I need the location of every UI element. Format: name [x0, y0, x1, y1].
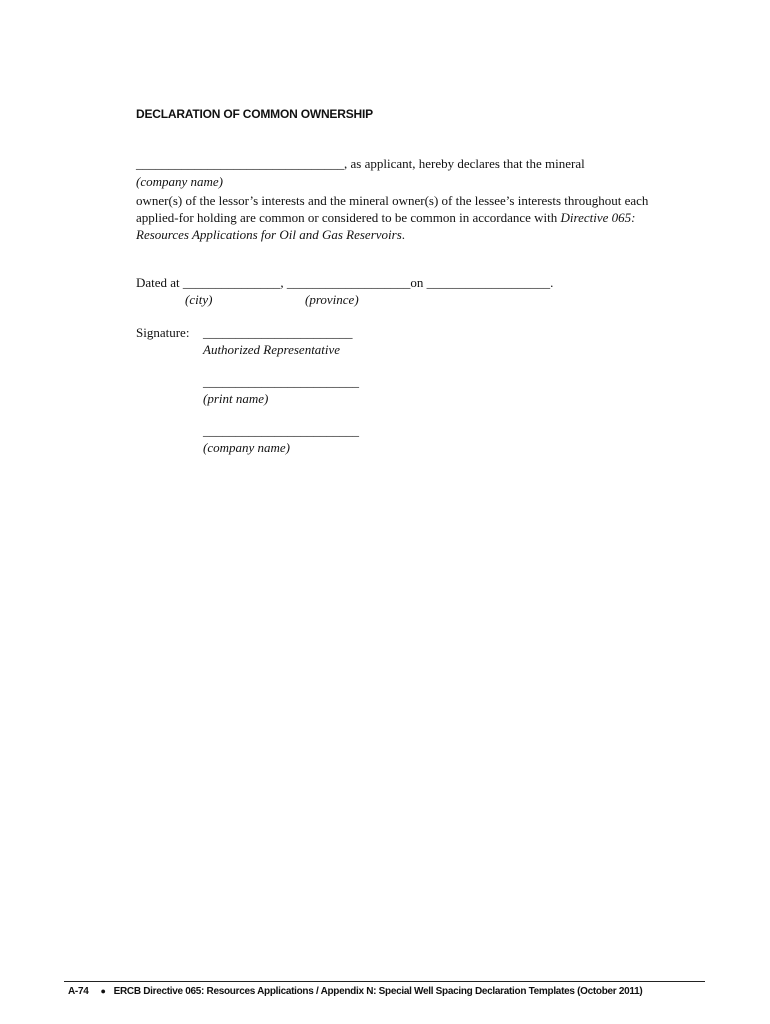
dated-on: on [410, 275, 427, 290]
city-caption: (city) [185, 292, 213, 307]
page-footer [68, 986, 642, 997]
dated-label: Dated at [136, 275, 183, 290]
applicant-line [136, 156, 585, 172]
dated-line [136, 275, 553, 291]
footer-divider [64, 981, 705, 982]
signature-label: Signature: [136, 325, 190, 340]
signature-caption: Authorized Representative [203, 342, 341, 357]
signer-company-caption: (company name) [203, 440, 290, 455]
dated-separator: , [280, 275, 287, 290]
signer-company-blank[interactable]: ________________________ [203, 423, 359, 438]
applicant-line-text: , as applicant, hereby declares that the mineral [344, 156, 585, 171]
province-blank[interactable]: ___________________ [286, 275, 411, 290]
bullet-icon: ● [100, 986, 106, 996]
dated-end: . [550, 275, 554, 290]
body-line-2-text: applied-for holding are common or considered to be common in accordance with [136, 210, 561, 225]
print-name-blank[interactable]: ________________________ [203, 374, 359, 389]
city-blank[interactable]: _______________ [182, 275, 281, 290]
company-name-blank[interactable]: ________________________________ [136, 156, 344, 171]
page-number: A-74 [68, 986, 89, 997]
footer-text: ERCB Directive 065: Resources Applications / Appendix N: Special Well Spacing Declaration Templates (October 2011) [113, 986, 643, 997]
directive-reference: Directive 065: [560, 210, 636, 225]
province-caption: (province) [305, 292, 359, 307]
body-line-3 [136, 227, 405, 243]
print-name-caption: (print name) [203, 391, 269, 406]
body-line-3-end: . [401, 227, 406, 242]
page-title: DECLARATION OF COMMON OWNERSHIP [136, 107, 373, 121]
directive-title: Resources Applications for Oil and Gas Reservoirs [136, 227, 402, 242]
body-line-2 [136, 210, 636, 226]
signature-blank[interactable]: _______________________ [203, 325, 353, 340]
date-blank[interactable]: ___________________ [426, 275, 551, 290]
company-name-caption: (company name) [136, 174, 223, 189]
body-line-1: owner(s) of the lessor’s interests and the mineral owner(s) of the lessee’s interests throughout each [136, 193, 649, 208]
